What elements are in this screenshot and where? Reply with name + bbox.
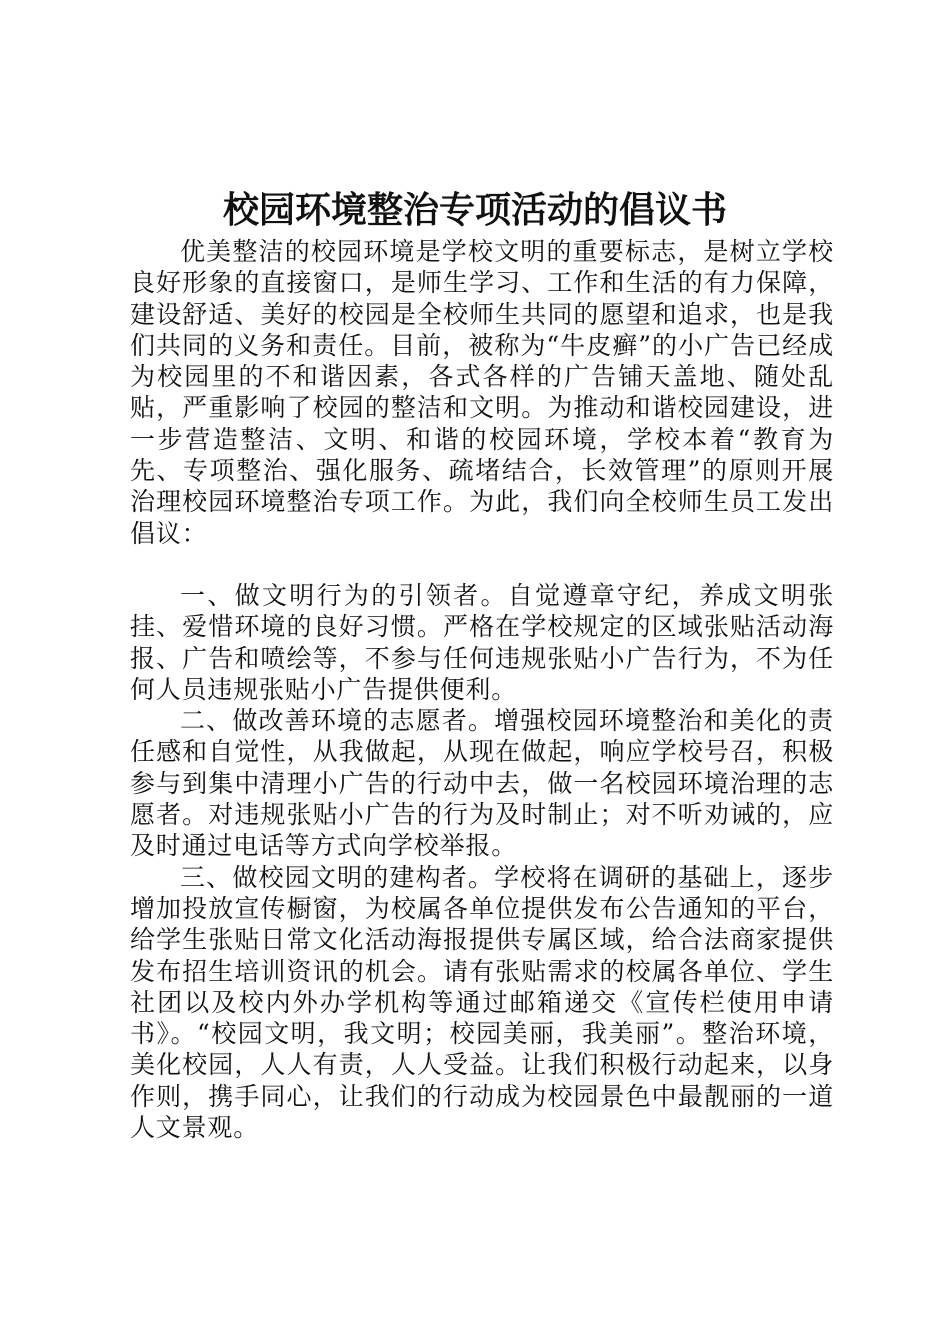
document-title: 校园环境整治专项活动的倡议书 [222, 189, 727, 231]
intro-paragraph: 优美整洁的校园环境是学校文明的重要标志，是树立学校良好形象的直接窗口，是师生学习、工作和生活的有力保障，建设舒适、美好的校园是全校师生共同的愿望和追求，也是我们共同的义务和责任。目前，被称为“牛皮癣”的小广告已经成为校园里的不和谐因素，各式各样的广告铺天盖地、随处乱贴，严重影响了校园的整洁和文明。为推动和谐校园建设，进一步营造整洁、文明、和谐的校园环境，学校本着“教育为先、专项整治、强化服务、疏堵结合，长效管理”的原则开展治理校园环境整治专项工作。为此，我们向全校师生员工发出倡议： [130, 237, 834, 548]
document-body [130, 236, 834, 1143]
proposal-paragraph-3: 三、做校园文明的建构者。学校将在调研的基础上，逐步增加投放宣传橱窗，为校属各单位提供发布公告通知的平台，给学生张贴日常文化活动海报提供专属区域，给合法商家提供发布招生培训资讯的机会。请有张贴需求的校属各单位、学生社团以及校内外办学机构等通过邮箱递交《宣传栏使用申请书》。“校园文明，我文明；校园美丽，我美丽”。整治环境，美化校园，人人有责，人人受益。让我们积极行动起来，以身作则，携手同心，让我们的行动成为校园景色中最靓丽的一道人文景观。 [130, 862, 834, 1143]
proposal-paragraph-1: 一、做文明行为的引领者。自觉遵章守纪，养成文明张挂、爱惜环境的良好习惯。严格在学校规定的区域张贴活动海报、广告和喷绘等，不参与任何违规张贴小广告行为，不为任何人员违规张贴小广告提供便利。 [130, 580, 834, 704]
paragraph-spacer [130, 549, 834, 580]
proposal-paragraph-2: 二、做改善环境的志愿者。增强校园环境整治和美化的责任感和自觉性，从我做起，从现在做起，响应学校号召，积极参与到集中清理小广告的行动中去，做一名校园环境治理的志愿者。对违规张贴小广告的行为及时制止；对不听劝诫的，应及时通过电话等方式向学校举报。 [130, 706, 834, 861]
